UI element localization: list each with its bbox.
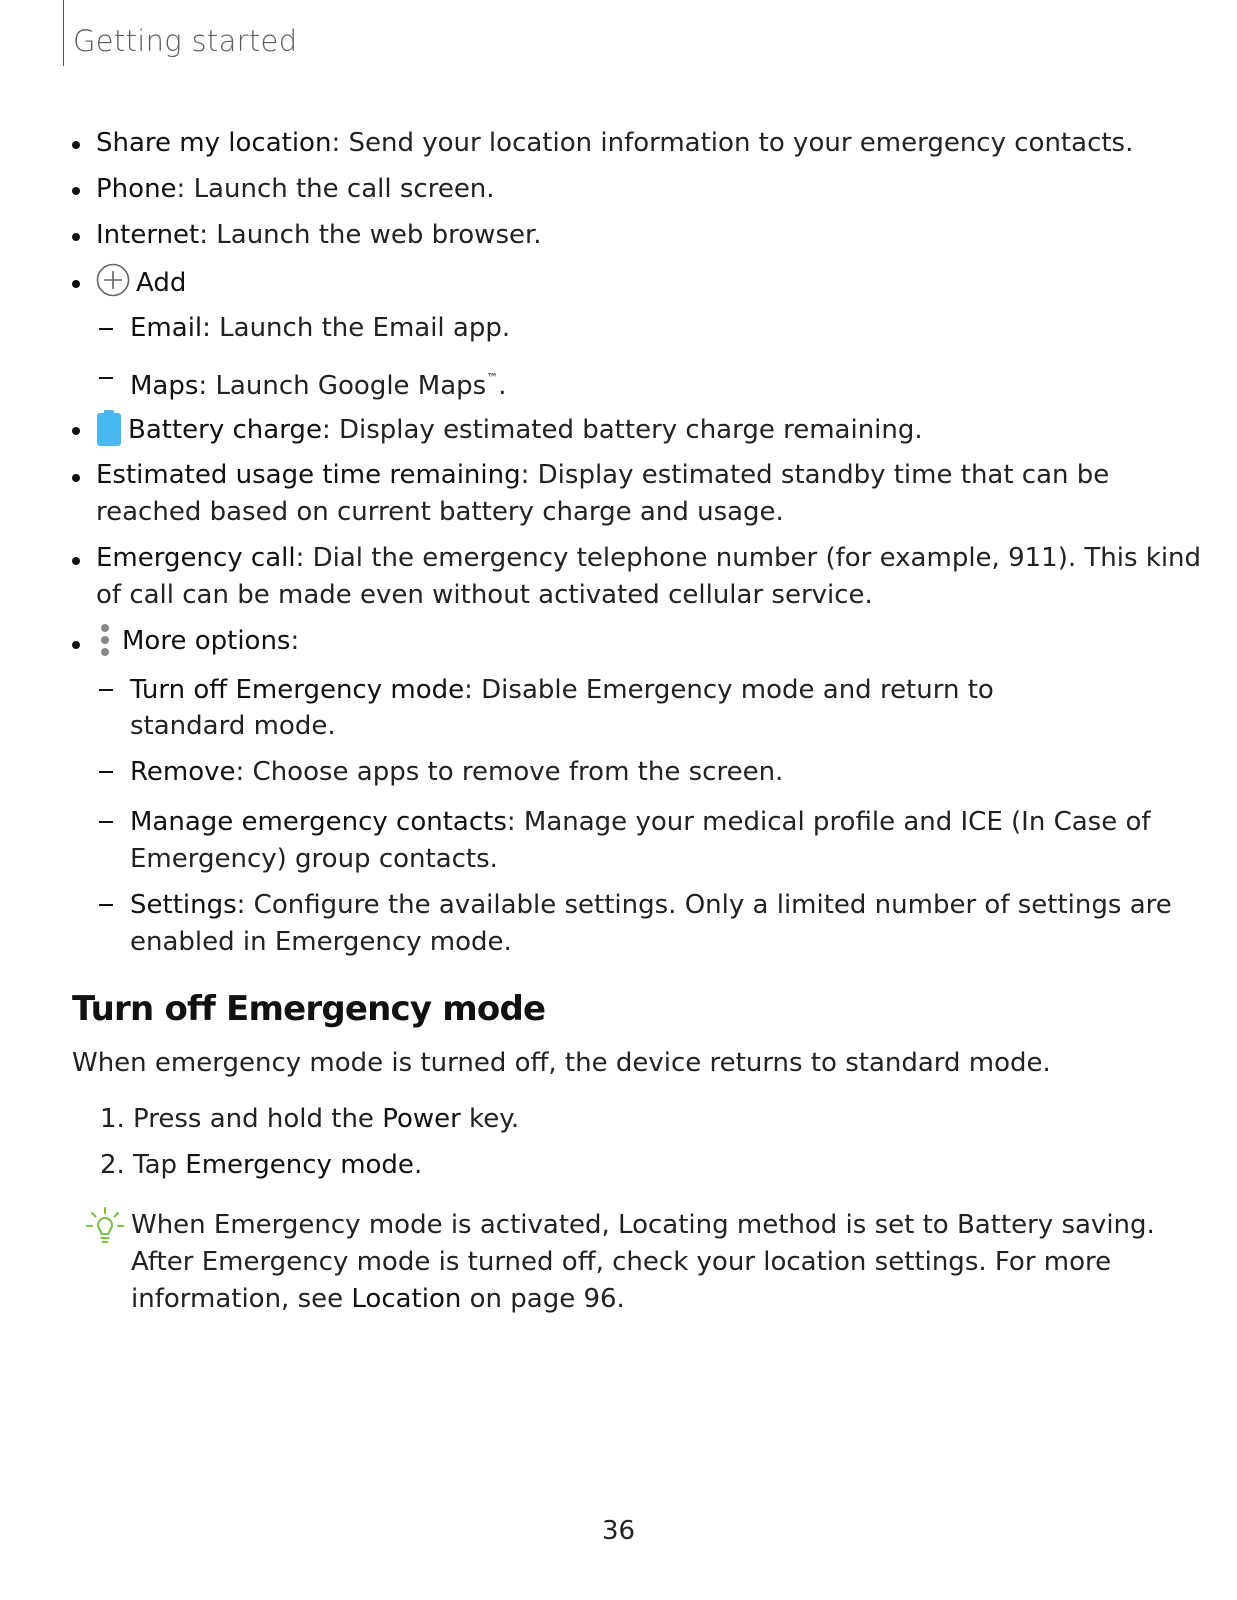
- sub-list-item-continued: [130, 708, 336, 745]
- sub-list-item: [130, 754, 783, 791]
- bullet: [72, 557, 80, 565]
- step-bold: Power: [382, 1104, 461, 1134]
- list-item: [96, 125, 1133, 162]
- item-label: Phone: [96, 174, 177, 204]
- step-bold: Emergency mode: [185, 1150, 414, 1180]
- tip-text-2: After Emergency mode is turned off, check your location settings. For more: [131, 1247, 1112, 1277]
- item-text: : Launch the call screen.: [176, 174, 495, 204]
- item-label: Email: [130, 313, 203, 343]
- item-text: : Disable Emergency mode and return to: [464, 675, 994, 705]
- header-rule: [63, 0, 64, 66]
- item-text-tail: .: [498, 371, 507, 401]
- item-text: : Choose apps to remove from the screen.: [235, 757, 784, 787]
- bullet: [72, 427, 80, 435]
- bullet: [72, 233, 80, 241]
- item-text: : Display estimated standby time that can be: [520, 460, 1110, 490]
- tip-text-3-tail: on page 96.: [461, 1284, 625, 1314]
- list-item: [96, 171, 495, 208]
- item-text-line2: standard mode.: [130, 711, 336, 741]
- item-text: : Launch the web browser.: [199, 220, 542, 250]
- item-text: : Dial the emergency telephone number (for example, 911). This kind: [295, 543, 1202, 573]
- sub-list-item: [130, 887, 1172, 924]
- tip-text-1: When Emergency mode is activated, Locating method is set to Battery saving.: [131, 1210, 1155, 1240]
- item-text: : Configure the available settings. Only a limited number of settings are: [236, 890, 1172, 920]
- list-item: [96, 263, 186, 308]
- dash-marker: [99, 821, 113, 823]
- intro-text: When emergency mode is turned off, the device returns to standard mode.: [72, 1048, 1051, 1078]
- step-text: Press and hold the: [133, 1104, 383, 1134]
- item-label: Battery charge: [128, 415, 322, 445]
- step-text: Tap: [133, 1150, 186, 1180]
- item-label: Estimated usage time remaining: [96, 460, 521, 490]
- item-text-line2: of call can be made even without activated cellular service.: [96, 580, 873, 610]
- bullet: [72, 141, 80, 149]
- sub-list-item-continued: [130, 841, 498, 878]
- bullet: [72, 641, 80, 649]
- sub-list-item: [130, 672, 994, 709]
- plus-circle-icon: [96, 263, 130, 308]
- list-item: [96, 623, 299, 668]
- step-number: 2.: [100, 1150, 125, 1180]
- item-label: Turn off Emergency mode: [130, 675, 465, 705]
- item-text: : Launch Google Maps: [198, 371, 487, 401]
- dash-marker: [99, 771, 113, 773]
- item-label: Emergency call: [96, 543, 296, 573]
- more-options-icon: [96, 623, 114, 668]
- tip-line: [131, 1244, 1111, 1281]
- tip-line: [131, 1281, 625, 1318]
- battery-icon: [96, 410, 122, 457]
- lightbulb-tip-icon: [86, 1207, 124, 1251]
- item-text-line2: enabled in Emergency mode.: [130, 927, 512, 957]
- list-item-continued: [96, 494, 784, 531]
- item-label: Settings: [130, 890, 237, 920]
- item-text: : Send your location information to your emergency contacts.: [331, 128, 1134, 158]
- page-number: 36: [601, 1516, 636, 1546]
- step-item: [133, 1101, 519, 1138]
- bullet: [72, 280, 80, 288]
- bullet: [72, 187, 80, 195]
- item-label: Internet: [96, 220, 200, 250]
- item-label: Remove: [130, 757, 236, 787]
- tip-line: [131, 1207, 1155, 1244]
- list-item-continued: [96, 577, 873, 614]
- list-item: [96, 217, 542, 254]
- step-item: [133, 1147, 422, 1184]
- list-item: [96, 457, 1109, 494]
- dash-marker: [99, 689, 113, 691]
- step-text-tail: .: [413, 1150, 423, 1180]
- item-text: : Display estimated battery charge remaining.: [321, 415, 923, 445]
- list-item: [96, 410, 923, 457]
- item-label: Share my location: [96, 128, 332, 158]
- item-label: More options: [122, 626, 291, 656]
- step-number: 1.: [100, 1104, 125, 1134]
- sub-list-item: [130, 360, 507, 405]
- sub-list-item-continued: [130, 924, 512, 961]
- dash-marker: [99, 377, 113, 379]
- dash-marker: [99, 328, 113, 330]
- item-label: Maps: [130, 371, 199, 401]
- item-text: :: [290, 626, 300, 656]
- item-label: Add: [136, 268, 187, 298]
- item-label: Manage emergency contacts: [130, 807, 507, 837]
- header-title: Getting started: [73, 24, 298, 58]
- section-heading: Turn off Emergency mode: [72, 989, 546, 1029]
- item-text-line2: Emergency) group contacts.: [130, 844, 498, 874]
- dash-marker: [99, 904, 113, 906]
- list-item: [96, 540, 1201, 577]
- step-text-tail: key.: [460, 1104, 520, 1134]
- item-text: : Launch the Email app.: [202, 313, 511, 343]
- sub-list-item: [130, 310, 510, 347]
- location-link[interactable]: Location: [351, 1284, 462, 1314]
- item-text: : Manage your medical profile and ICE (In Case of: [506, 807, 1151, 837]
- trademark: ™: [486, 371, 499, 385]
- section-intro: [72, 1045, 1051, 1082]
- tip-text-3: information, see: [131, 1284, 352, 1314]
- sub-list-item: [130, 804, 1151, 841]
- bullet: [72, 474, 80, 482]
- item-text-line2: reached based on current battery charge and usage.: [96, 497, 784, 527]
